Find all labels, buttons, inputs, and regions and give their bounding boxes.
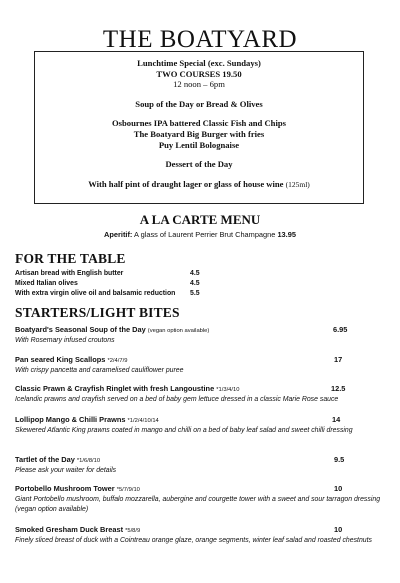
dish-name: Smoked Gresham Duck Breast (15, 525, 124, 534)
dish-codes: *1/6/8/10 (76, 458, 101, 464)
dish-description: Skewered Atlantic King prawns coated in mango and chilli on a bed of baby leaf salad and sweet chilli dressing (15, 427, 353, 434)
dish-price: 6.95 (333, 325, 348, 334)
special-price: TWO COURSES 19.50 (156, 68, 242, 79)
dish-description: With crispy pancetta and caramelised cauliflower puree (15, 367, 184, 374)
dish-name-line (15, 525, 385, 536)
special-heading: Lunchtime Special (exc. Sundays) (137, 58, 261, 68)
dish-scallops (15, 355, 385, 376)
alacarte-heading: A LA CARTE MENU (139, 212, 261, 227)
dish-name: Classic Prawn & Crayfish Ringlet with fresh Langoustine (15, 384, 215, 393)
item-name: Mixed Italian olives (15, 280, 78, 287)
dish-price: 9.5 (334, 455, 345, 464)
lunchtime-special-box (34, 51, 364, 204)
dish-name: Lollipop Mango & Chilli Prawns (15, 415, 126, 424)
dish-tartlet (15, 455, 385, 476)
item-price: 4.5 (190, 280, 200, 287)
dish-codes: (vegan option available) (147, 328, 210, 334)
special-dessert: Dessert of the Day (165, 159, 233, 170)
dish-price: 10 (334, 525, 343, 534)
list-item (15, 270, 235, 280)
dish-lollipop-prawns (15, 415, 385, 436)
dish-price: 17 (334, 355, 343, 364)
dish-name-line (15, 325, 385, 336)
dish-codes: *1/3/4/10 (216, 387, 240, 393)
dish-soup (15, 325, 385, 346)
special-main-1: Osbournes IPA battered Classic Fish and Chips (112, 118, 286, 129)
item-price: 4.5 (190, 270, 200, 277)
dish-portobello-tower (15, 484, 385, 514)
special-main-2: The Boatyard Big Burger with fries (133, 128, 265, 139)
dish-prawn-ringlet (15, 384, 385, 405)
dish-price: 10 (334, 484, 343, 493)
item-price: 5.5 (190, 290, 200, 297)
dish-name: Portobello Mushroom Tower (15, 484, 115, 493)
special-hours: 12 noon – 6pm (173, 79, 225, 90)
dish-price: 12.5 (331, 384, 346, 393)
dish-description: Please ask your waiter for details (15, 467, 117, 474)
dish-name-line (15, 415, 385, 426)
dish-description: With Rosemary infused croutons (15, 337, 115, 344)
for-the-table-heading: FOR THE TABLE (15, 251, 126, 266)
dish-codes: *2/4/7/9 (107, 358, 128, 364)
dish-name: Tartlet of the Day (15, 455, 75, 464)
starters-heading: STARTERS/LIGHT BITES (15, 305, 180, 320)
special-starter: Soup of the Day or Bread & Olives (135, 98, 263, 109)
dish-name-line (15, 455, 385, 466)
dish-duck-breast (15, 525, 385, 546)
list-item (15, 290, 235, 300)
dish-name-line (15, 355, 385, 366)
dish-name-line (15, 484, 385, 495)
special-drink: With half pint of draught lager or glass of house wine (88, 178, 284, 189)
dish-description: Giant Portobello mushroom, buffalo mozzarella, aubergine and courgette tower with a sweet and sour tarragon dressing (vegan option available) (15, 496, 381, 513)
aperitif-price: 13.95 (277, 230, 296, 239)
item-name: Artisan bread with English butter (15, 270, 124, 277)
dish-description: Finely sliced breast of duck with a Cointreau orange glaze, orange segments, winter leaf salad and roasted chestnuts (15, 537, 372, 544)
dish-codes: *5/8/9 (125, 528, 141, 534)
aperitif-label: Aperitif: (104, 230, 133, 239)
special-main-3: Puy Lentil Bolognaise (158, 139, 240, 150)
dish-price: 14 (332, 415, 341, 424)
dish-codes: *1/2/4/10/14 (127, 418, 159, 424)
list-item (15, 280, 235, 290)
dish-name: Boatyard's Seasonal Soup of the Day (15, 325, 146, 334)
aperitif-text: A glass of Laurent Perrier Brut Champagne (134, 230, 276, 239)
dish-name-line (15, 384, 385, 395)
item-name: With extra virgin olive oil and balsamic reduction (15, 290, 176, 297)
menu-title: THE BOATYARD (102, 26, 298, 53)
dish-codes: *5/7/9/10 (116, 487, 140, 493)
aperitif-line (0, 230, 400, 239)
dish-name: Pan seared King Scallops (15, 355, 106, 364)
for-the-table-list (15, 270, 235, 300)
special-drink-line (35, 179, 363, 191)
dish-description: Icelandic prawns and crayfish served on a bed of baby gem lettuce dressed in a classic Marie Rose sauce (15, 396, 339, 403)
special-drink-note: (125ml) (285, 179, 310, 189)
